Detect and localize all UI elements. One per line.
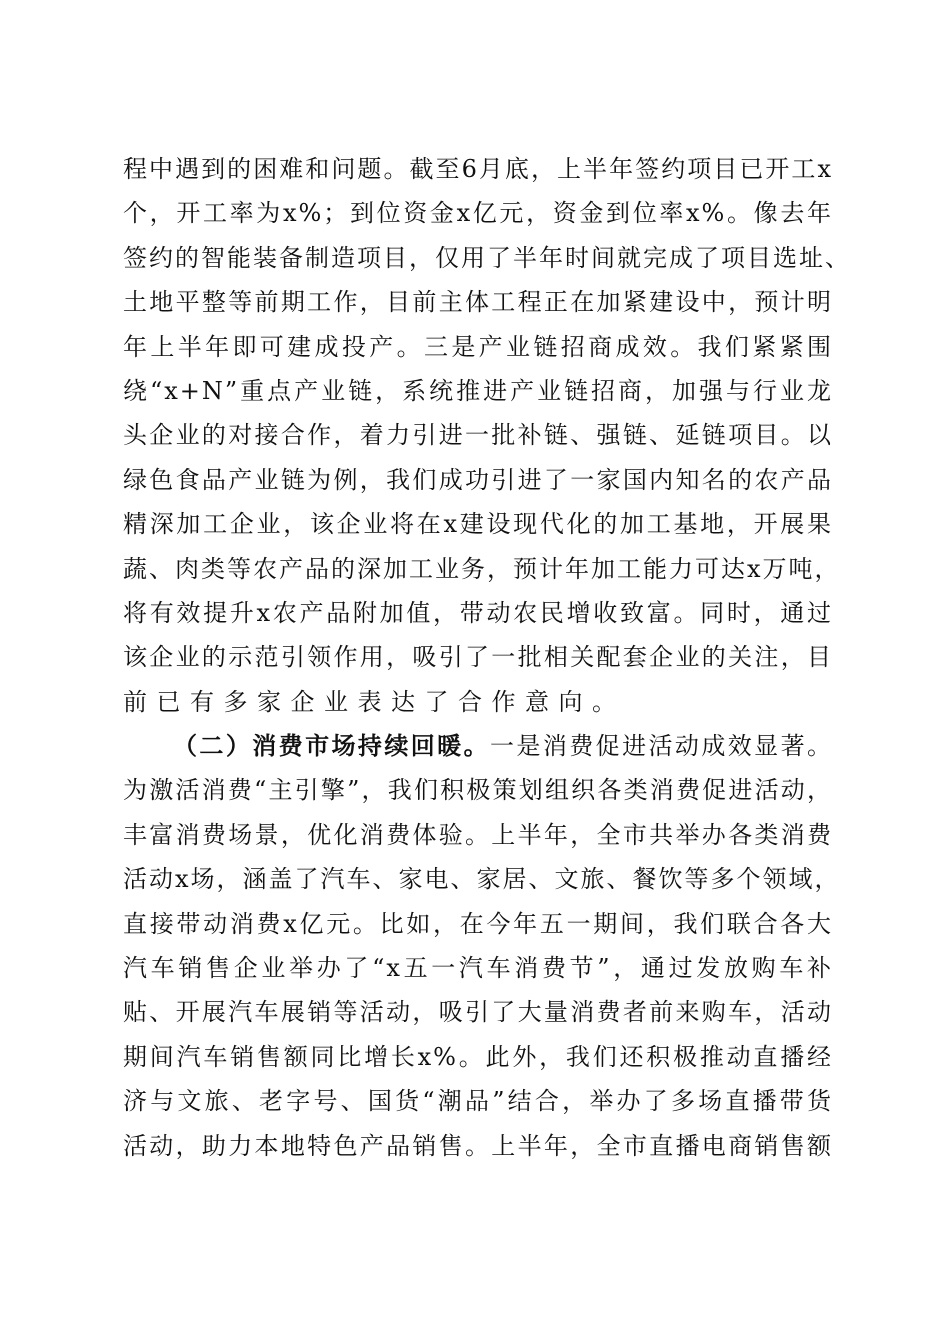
text-line: 签约的智能装备制造项目，仅用了半年时间就完成了项目选址、	[123, 243, 851, 272]
section-heading: （二）消费市场持续回暖。	[173, 731, 490, 761]
text-line: 绕“x+N”重点产业链，系统推进产业链招商，加强与行业龙	[123, 376, 833, 405]
text-line: 汽车销售企业举办了“x五一汽车消费节”，通过发放购车补	[123, 954, 833, 983]
text-line: 土地平整等前期工作，目前主体工程正在加紧建设中，预计明	[123, 288, 833, 317]
paragraph-investment	[123, 147, 851, 724]
text-line: 蔬、肉类等农产品的深加工业务，预计年加工能力可达x万吨，	[123, 554, 841, 583]
text-line: 头企业的对接合作，着力引进一批补链、强链、延链项目。以	[123, 421, 833, 450]
heading-line	[123, 724, 833, 768]
text-line: 贴、开展汽车展销等活动，吸引了大量消费者前来购车，活动	[123, 998, 833, 1027]
text-line: 济与文旅、老字号、国货“潮品”结合，举办了多场直播带货	[123, 1087, 833, 1116]
text-line: 前已有多家企业表达了合作意向。	[123, 687, 626, 716]
text-line: 活动，助力本地特色产品销售。上半年，全市直播电商销售额	[123, 1131, 833, 1160]
text-span: 一是消费促进活动成效显著。	[490, 732, 833, 761]
text-line: 个，开工率为x%；到位资金x亿元，资金到位率x%。像去年	[123, 199, 833, 228]
text-line: 丰富消费场景，优化消费体验。上半年，全市共举办各类消费	[123, 820, 833, 849]
text-line: 该企业的示范引领作用，吸引了一批相关配套企业的关注，目	[123, 643, 833, 672]
document-page	[123, 147, 851, 1168]
text-line: 精深加工企业，该企业将在x建设现代化的加工基地，开展果	[123, 510, 833, 539]
text-line: 活动x场，涵盖了汽车、家电、家居、文旅、餐饮等多个领域，	[123, 865, 841, 894]
text-line: 年上半年即可建成投产。三是产业链招商成效。我们紧紧围	[123, 332, 833, 361]
text-line: 将有效提升x农产品附加值，带动农民增收致富。同时，通过	[123, 598, 833, 627]
text-line: 程中遇到的困难和问题。截至6月底，上半年签约项目已开工x	[123, 155, 833, 183]
text-line: 直接带动消费x亿元。比如，在今年五一期间，我们联合各大	[123, 909, 833, 938]
text-line: 期间汽车销售额同比增长x%。此外，我们还积极推动直播经	[123, 1042, 833, 1071]
paragraph-consumption	[123, 724, 841, 1168]
text-line: 绿色食品产业链为例，我们成功引进了一家国内知名的农产品	[123, 465, 833, 494]
text-line: 为激活消费“主引擎”，我们积极策划组织各类消费促进活动，	[123, 776, 833, 805]
